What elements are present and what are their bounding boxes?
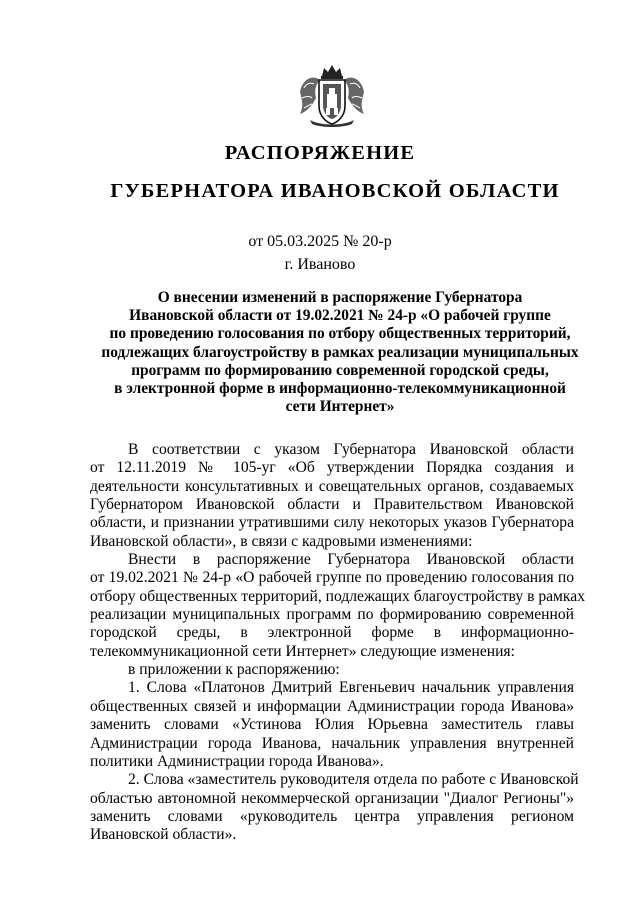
issuer-title: ГУБЕРНАТОРА ИВАНОВСКОЙ ОБЛАСТИ [110, 180, 560, 202]
text-line: телекоммуникационной сети Интернет» следующие изменения: [90, 642, 515, 660]
text-line: в приложении к распоряжению: [128, 661, 340, 679]
text-line: 1. Слова «Платонов Дмитрий Евгеньевич начальник управления [128, 679, 574, 697]
subject-line: программ по формированию современной городской среды, [131, 361, 549, 379]
text-line: Ивановской области». [90, 826, 237, 844]
text-line: от 12.11.2019 № 105-уг «Об утверждении Порядка создания и [90, 459, 574, 477]
document-body [90, 441, 585, 845]
text-line: В соответствии с указом Губернатора Ивановской области [128, 441, 574, 458]
document-type-title: РАСПОРЯЖЕНИЕ [224, 142, 416, 164]
subject-line: в электронной форме в информационно-телекоммуникационной [114, 380, 566, 398]
paragraph-item-1 [90, 679, 574, 771]
paragraph-amendment [90, 551, 585, 661]
document-city: г. Иваново [284, 256, 356, 273]
text-line: 2. Слова «заместитель руководителя отдела по работе с Ивановской [128, 771, 579, 789]
subject-line: сети Интернет» [285, 398, 395, 416]
text-line: отбору общественных территорий, подлежащих благоустройству в рамках [90, 587, 585, 605]
paragraph-preamble [90, 441, 574, 551]
document-date-number: от 05.03.2025 № 20-р [248, 233, 392, 250]
text-line: общественных связей и информации Администрации города Иванова» [90, 697, 574, 715]
text-line: заменить словами «Устинова Юлия Юрьевна заместитель главы [90, 716, 574, 734]
text-line: областью автономной некоммерческой организации "Диалог Регионы"» [90, 789, 574, 807]
subject-line: О внесении изменений в распоряжение Губернатора [157, 289, 523, 306]
text-line: от 19.02.2021 № 24-р «О рабочей группе по проведению голосования по [90, 569, 574, 587]
text-line: заменить словами «руководитель центра управления регионом [90, 807, 574, 825]
text-line: реализации муниципальных программ по формированию современной [90, 606, 574, 624]
paragraph-item-2 [90, 771, 579, 844]
subject-line: по проведению голосования по отбору общественных территорий, [109, 325, 571, 343]
subject-line: Ивановской области от 19.02.2021 № 24-р «О рабочей группе [129, 307, 551, 325]
subject-line: подлежащих благоустройству в рамках реализации муниципальных [101, 343, 579, 361]
coat-of-arms-icon [296, 62, 368, 128]
text-line: деятельности консультативных и совещательных органов, создаваемых [90, 477, 574, 495]
text-line: Администрации города Иванова, начальник управления внутренней [90, 734, 574, 752]
text-line: Губернатором Ивановской области и Правительством Ивановской [90, 496, 574, 514]
text-line: области, и признании утратившими силу некоторых указов Губернатора [90, 514, 574, 532]
text-line: политики Администрации города Иванова». [90, 752, 384, 770]
paragraph-appendix [90, 661, 574, 679]
text-line: Внести в распоряжение Губернатора Ивановской области [128, 551, 574, 569]
text-line: городской среды, в электронной форме в информационно- [90, 624, 574, 642]
text-line: Ивановской области», в связи с кадровыми изменениями: [90, 532, 473, 550]
document-subject [96, 289, 584, 416]
